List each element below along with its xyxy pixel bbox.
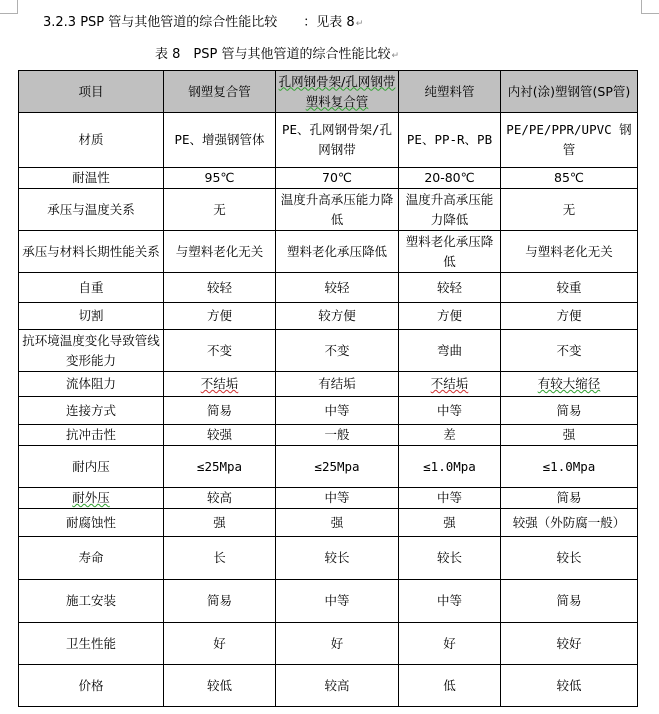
table-cell: 好: [164, 623, 276, 665]
table-cell: 简易: [164, 580, 276, 623]
row-label: 切割: [19, 303, 164, 330]
table-cell: 较高: [164, 488, 276, 509]
header-cell-mesh-steel-text: 孔网钢骨架/孔网钢带塑料复合管: [278, 73, 396, 109]
table-row: [19, 623, 638, 665]
table-cell: 不变: [501, 330, 638, 372]
table-cell: 较轻: [399, 273, 501, 303]
table-cell: 与塑料老化无关: [164, 231, 276, 273]
table-cell: 较长: [501, 537, 638, 580]
table-row: [19, 273, 638, 303]
paragraph-mark-icon: ↵: [355, 19, 364, 29]
table-cell: ≤25Mpa: [276, 446, 399, 488]
table-cell: 70℃: [276, 168, 399, 189]
table-cell: 较轻: [164, 273, 276, 303]
row-label: 耐内压: [19, 446, 164, 488]
row-label: 抗冲击性: [19, 425, 164, 446]
table-row: [19, 372, 638, 397]
table-cell: 较低: [501, 665, 638, 707]
table-cell: 20-80℃: [399, 168, 501, 189]
table-cell: 强: [399, 509, 501, 537]
table-cell: 中等: [276, 580, 399, 623]
table-cell: 中等: [399, 580, 501, 623]
table-cell: [399, 372, 501, 397]
table-cell: 中等: [276, 397, 399, 425]
row-label: 施工安装: [19, 580, 164, 623]
row-label: 承压与温度关系: [19, 189, 164, 231]
table-row: [19, 231, 638, 273]
row-label: [19, 488, 164, 509]
table-cell: 简易: [164, 397, 276, 425]
table-row: [19, 189, 638, 231]
section-heading: [43, 14, 363, 33]
table-cell: 简易: [501, 397, 638, 425]
table-cell: 较好: [501, 623, 638, 665]
table-cell: 不变: [164, 330, 276, 372]
row-label: 寿命: [19, 537, 164, 580]
table-cell: 中等: [399, 488, 501, 509]
table-row: [19, 537, 638, 580]
table-cell: 方便: [164, 303, 276, 330]
table-row: [19, 303, 638, 330]
header-cell-item: 项目: [19, 71, 164, 113]
table-cell: PE、孔网钢骨架/孔网钢带: [276, 113, 399, 168]
table-cell: 方便: [501, 303, 638, 330]
table-cell: ≤1.0Mpa: [399, 446, 501, 488]
table-cell: 简易: [501, 488, 638, 509]
row-label: 连接方式: [19, 397, 164, 425]
table-cell: 有结垢: [276, 372, 399, 397]
table-cell: [164, 372, 276, 397]
table-cell: 好: [276, 623, 399, 665]
table-cell: 较重: [501, 273, 638, 303]
table-cell: 塑料老化承压降低: [399, 231, 501, 273]
table-cell: 低: [399, 665, 501, 707]
row-label-text: 耐外压: [72, 490, 110, 505]
table-cell: [501, 372, 638, 397]
section-heading-text: 3.2.3 PSP 管与其他管道的综合性能比较 ：见表 8: [43, 15, 355, 30]
table-header-row: [19, 71, 638, 113]
table-cell: PE/PE/PPR/UPVC 钢管: [501, 113, 638, 168]
row-label: 流体阻力: [19, 372, 164, 397]
table-cell: 好: [399, 623, 501, 665]
row-label: 自重: [19, 273, 164, 303]
table-cell: 一般: [276, 425, 399, 446]
table-row: [19, 425, 638, 446]
table-cell: 强: [164, 509, 276, 537]
table-cell: 强: [276, 509, 399, 537]
row-label: 卫生性能: [19, 623, 164, 665]
table-cell: 中等: [399, 397, 501, 425]
row-label: 材质: [19, 113, 164, 168]
table-row: [19, 113, 638, 168]
table-cell: PE、PP-R、PB: [399, 113, 501, 168]
table-cell: 较长: [399, 537, 501, 580]
header-cell-pure-plastic: 纯塑料管: [399, 71, 501, 113]
page-corner-mark-right: [641, 0, 659, 14]
table-row: [19, 330, 638, 372]
row-label: 耐腐蚀性: [19, 509, 164, 537]
table-cell: 简易: [501, 580, 638, 623]
table-cell-text: 不结垢: [200, 376, 239, 391]
row-label: 承压与材料长期性能关系: [19, 231, 164, 273]
table-cell: 温度升高承压能力降低: [399, 189, 501, 231]
table-cell: 无: [501, 189, 638, 231]
table-cell: 较轻: [276, 273, 399, 303]
table-cell: 温度升高承压能力降低: [276, 189, 399, 231]
table-cell: 较方便: [276, 303, 399, 330]
table-cell: 不变: [276, 330, 399, 372]
table-cell: 较强: [164, 425, 276, 446]
table-row: [19, 509, 638, 537]
table-caption-text: 表 8 PSP 管与其他管道的综合性能比较: [155, 47, 391, 62]
page-corner-mark-left: [0, 0, 18, 14]
table-cell-text: 不结垢: [430, 376, 469, 391]
table-cell: 较强（外防腐一般）: [501, 509, 638, 537]
table-cell: 较高: [276, 665, 399, 707]
table-row: [19, 580, 638, 623]
table-cell: 85℃: [501, 168, 638, 189]
table-cell: 长: [164, 537, 276, 580]
table-cell: 中等: [276, 488, 399, 509]
table-cell-text: 有较大缩径: [537, 376, 601, 391]
paragraph-mark-icon: ↵: [391, 51, 400, 61]
table-cell: ≤1.0Mpa: [501, 446, 638, 488]
table-cell: 弯曲: [399, 330, 501, 372]
header-cell-mesh-steel: [276, 71, 399, 113]
row-label: 价格: [19, 665, 164, 707]
header-cell-steel-plastic: 钢塑复合管: [164, 71, 276, 113]
table-cell: 无: [164, 189, 276, 231]
row-label: 耐温性: [19, 168, 164, 189]
table-cell: 方便: [399, 303, 501, 330]
table-cell: 塑料老化承压降低: [276, 231, 399, 273]
table-row: [19, 168, 638, 189]
table-row: [19, 446, 638, 488]
table-cell: 95℃: [164, 168, 276, 189]
table-cell: 较长: [276, 537, 399, 580]
table-cell: 较低: [164, 665, 276, 707]
table-cell: ≤25Mpa: [164, 446, 276, 488]
table-cell: PE、增强钢管体: [164, 113, 276, 168]
table-cell: 差: [399, 425, 501, 446]
header-cell-lined-steel: 内衬(涂)塑钢管(SP管): [501, 71, 638, 113]
table-cell: 强: [501, 425, 638, 446]
table-caption: [155, 46, 399, 65]
comparison-table: [18, 70, 638, 707]
table-row: [19, 665, 638, 707]
table-cell: 与塑料老化无关: [501, 231, 638, 273]
table-row: [19, 397, 638, 425]
table-row: [19, 488, 638, 509]
row-label: 抗环境温度变化导致管线变形能力: [19, 330, 164, 372]
